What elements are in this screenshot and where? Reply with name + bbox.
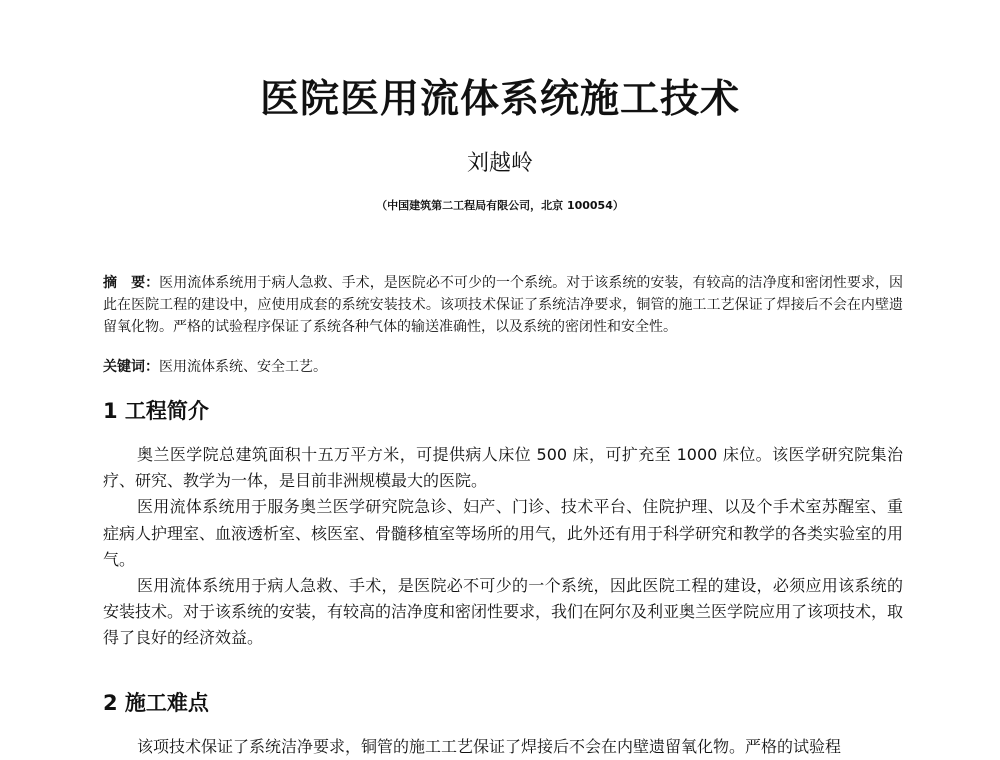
section-2-body — [103, 734, 903, 760]
paragraph: 该项技术保证了系统洁净要求，铜管的施工工艺保证了焊接后不会在内壁遗留氧化物。严格的试验程 — [137, 737, 842, 756]
keywords — [103, 356, 903, 378]
paragraph: 奥兰医学院总建筑面积十五万平方米，可提供病人床位 500 床，可扩充至 1000 床位。该医学研究院集治疗、研究、教学为一体，是目前非洲规模最大的医院。 — [103, 445, 903, 491]
keywords-label: 关键词： — [103, 359, 159, 375]
keywords-text: 医用流体系统、安全工艺。 — [159, 359, 327, 375]
abstract-label: 摘 要： — [103, 275, 160, 291]
abstract — [103, 272, 903, 338]
paragraph: 医用流体系统用于服务奥兰医学研究院急诊、妇产、门诊、技术平台、住院护理、以及个手术室苏醒室、重症病人护理室、血液透析室、核医室、骨髓移植室等场所的用气，此外还有用于科学研究和教学的各类实验室的用气。 — [103, 497, 904, 569]
paper-title: 医院医用流体系统施工技术 — [259, 77, 740, 122]
abstract-text: 医用流体系统用于病人急救、手术，是医院必不可少的一个系统。对于该系统的安装，有较高的洁净度和密闭性要求，因此在医院工程的建设中，应使用成套的系统安装技术。该项技术保证了系统洁净要求，铜管的施工工艺保证了焊接后不会在内壁遗留氧化物。严格的试验程序保证了系统各种气体的输送准确性，以及系统的密闭性和安全性。 — [103, 275, 904, 335]
section-1-body — [103, 442, 903, 652]
author-name: 刘越岭 — [466, 151, 533, 176]
section-heading-1: 1 工程简介 — [103, 399, 209, 423]
paragraph: 医用流体系统用于病人急救、手术，是医院必不可少的一个系统，因此医院工程的建设，必须应用该系统的安装技术。对于该系统的安装，有较高的洁净度和密闭性要求，我们在阿尔及利亚奥兰医学院应用了该项技术，取得了良好的经济效益。 — [103, 576, 904, 648]
section-heading-2: 2 施工难点 — [103, 691, 209, 715]
author-affiliation: （中国建筑第二工程局有限公司，北京 100054） — [376, 199, 624, 212]
